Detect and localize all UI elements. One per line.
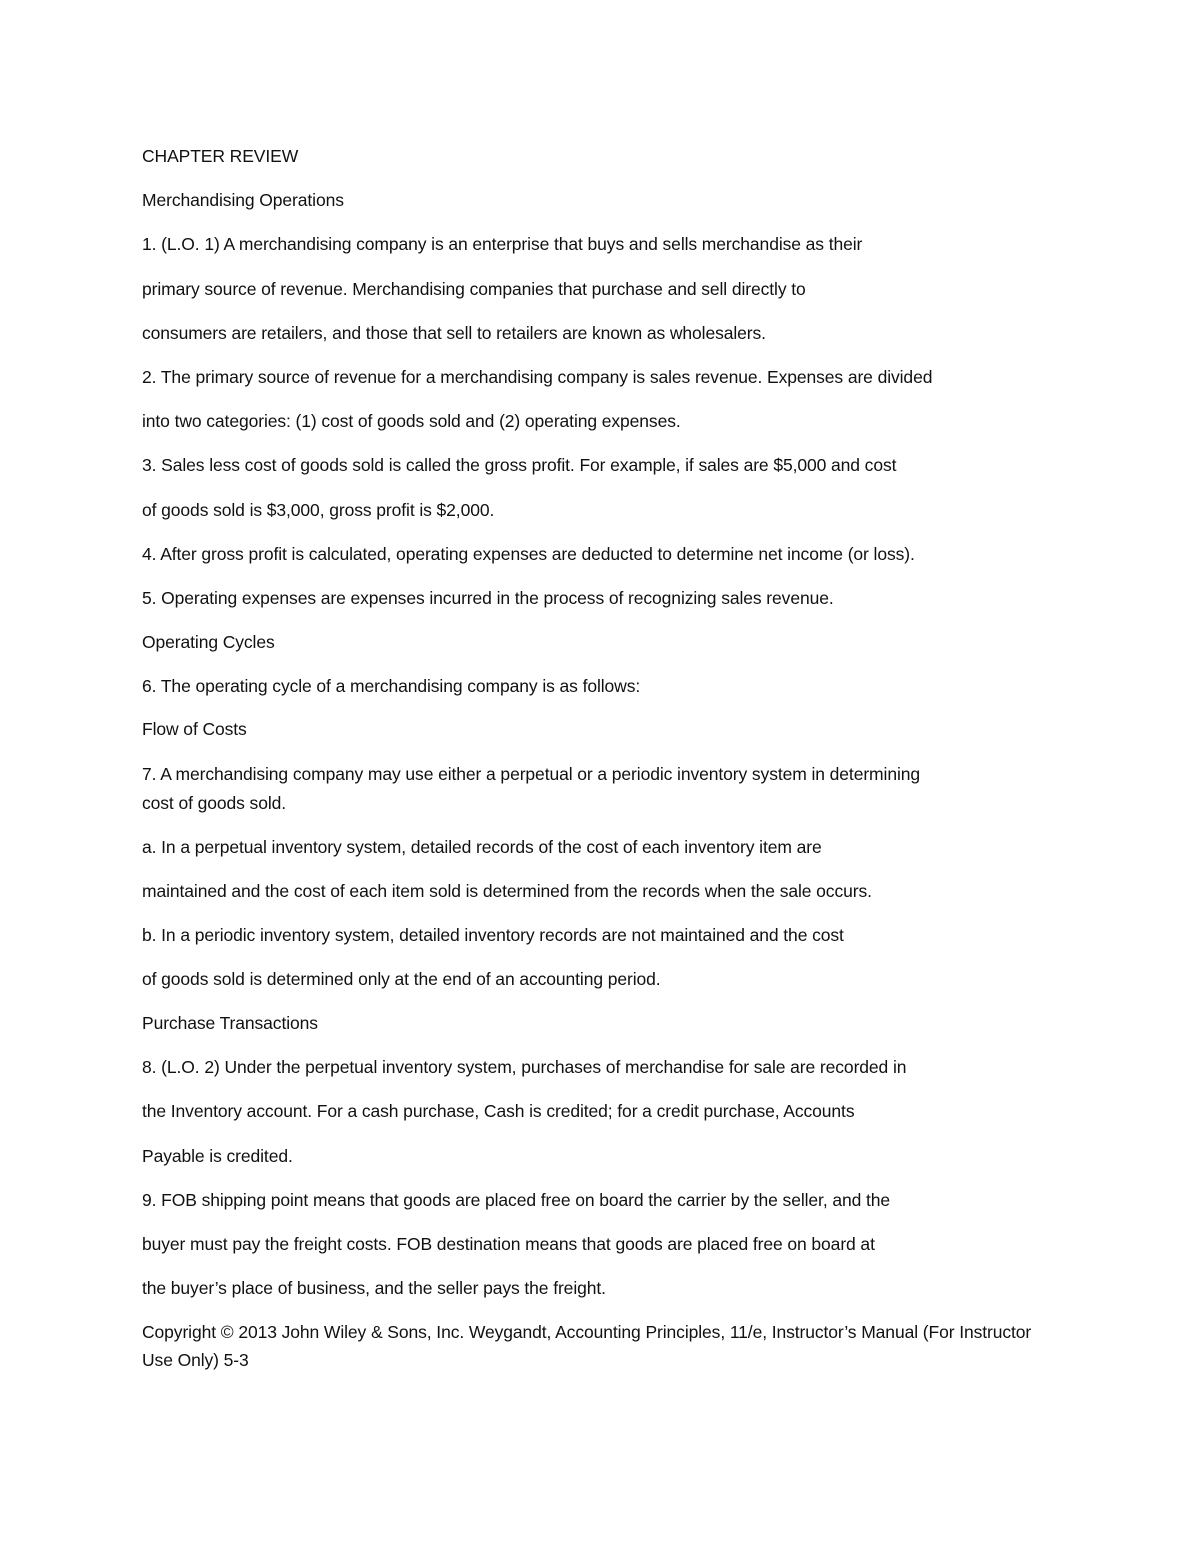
chapter-title: CHAPTER REVIEW xyxy=(142,146,299,166)
paragraph-7b-line-1: b. In a periodic inventory system, detailed inventory records are not maintained and the cost xyxy=(142,925,844,945)
paragraph-8-line-3: Payable is credited. xyxy=(142,1146,293,1166)
paragraph-1-line-3: consumers are retailers, and those that sell to retailers are known as wholesalers. xyxy=(142,323,766,343)
paragraph-9-line-2: buyer must pay the freight costs. FOB destination means that goods are placed free on board at xyxy=(142,1234,875,1254)
paragraph-3-line-1: 3. Sales less cost of goods sold is called the gross profit. For example, if sales are $5,000 and cost xyxy=(142,455,897,475)
paragraph-7a-line-2: maintained and the cost of each item sold is determined from the records when the sale occurs. xyxy=(142,881,872,901)
paragraph-7-line-1: 7. A merchandising company may use either a perpetual or a periodic inventory system in determining xyxy=(142,764,921,784)
paragraph-2-line-1: 2. The primary source of revenue for a merchandising company is sales revenue. Expenses are divided xyxy=(142,367,933,387)
section-heading-flow-of-costs: Flow of Costs xyxy=(142,719,247,739)
paragraph-1-line-2: primary source of revenue. Merchandising companies that purchase and sell directly to xyxy=(142,279,806,299)
paragraph-2-line-2: into two categories: (1) cost of goods sold and (2) operating expenses. xyxy=(142,411,681,431)
paragraph-1-line-1: 1. (L.O. 1) A merchandising company is an enterprise that buys and sells merchandise as their xyxy=(142,234,863,254)
paragraph-9-line-1: 9. FOB shipping point means that goods are placed free on board the carrier by the seller, and the xyxy=(142,1190,891,1210)
paragraph-8-line-1: 8. (L.O. 2) Under the perpetual inventory system, purchases of merchandise for sale are recorded in xyxy=(142,1057,907,1077)
paragraph-8-line-2: the Inventory account. For a cash purchase, Cash is credited; for a credit purchase, Accounts xyxy=(142,1101,855,1121)
paragraph-9-line-3: the buyer’s place of business, and the seller pays the freight. xyxy=(142,1278,606,1298)
paragraph-7b-line-2: of goods sold is determined only at the end of an accounting period. xyxy=(142,969,661,989)
paragraph-3-line-2: of goods sold is $3,000, gross profit is $2,000. xyxy=(142,500,495,520)
copyright-footer: Copyright © 2013 John Wiley & Sons, Inc. Weygandt, Accounting Principles, 11/e, Instructor’s Manual (For Instructor Use Only) 5-3 xyxy=(142,1322,1032,1370)
paragraph-4-line-1: 4. After gross profit is calculated, operating expenses are deducted to determine net income (or loss). xyxy=(142,544,915,564)
paragraph-5-line-1: 5. Operating expenses are expenses incurred in the process of recognizing sales revenue. xyxy=(142,588,834,608)
paragraph-7-line-2: cost of goods sold. xyxy=(142,793,287,813)
section-heading-merchandising-operations: Merchandising Operations xyxy=(142,190,344,210)
paragraph-7a-line-1: a. In a perpetual inventory system, detailed records of the cost of each inventory item are xyxy=(142,837,822,857)
section-heading-purchase-transactions: Purchase Transactions xyxy=(142,1013,318,1033)
paragraph-6-line-1: 6. The operating cycle of a merchandising company is as follows: xyxy=(142,676,641,696)
section-heading-operating-cycles: Operating Cycles xyxy=(142,632,275,652)
